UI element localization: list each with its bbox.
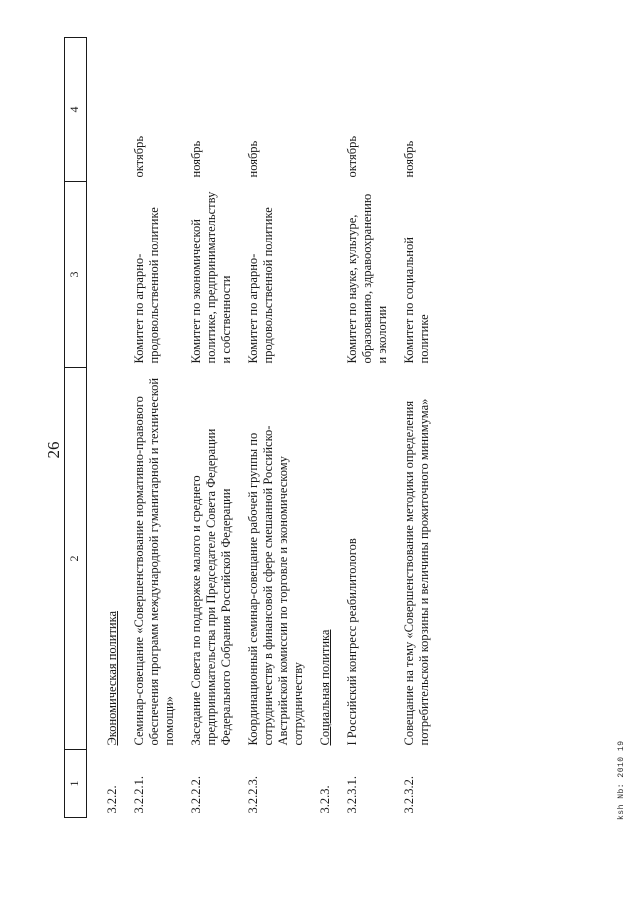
row-month: ноябрь [189,140,203,178]
table-row [87,38,133,818]
row-number: 3.2.2.1. [132,776,146,814]
column-header-committee: 3 [65,182,87,368]
table-row [132,38,189,818]
row-number: 3.2.2.3. [246,776,260,814]
row-number: 3.2.2. [105,785,119,814]
row-month: октябрь [132,135,146,178]
row-event: Семинар-совещание «Совершенствование нормативно-правового обеспечения программ международной гуманитарной и технической помощи» [132,377,176,746]
column-header-month: 4 [65,38,87,182]
footer-mark: ksh Nb: 2010 19 [617,740,626,820]
section-title: Социальная политика [318,629,332,746]
page-number: 26 [44,441,63,459]
row-committee: Комитет по экономической политике, предпринимательству и собственности [189,191,233,364]
row-month: ноябрь [402,140,416,178]
row-event: Заседание Совета по поддержке малого и среднего предпринимательства при Председателе Совета Федерации Федерального Собрания Российской Федерации [189,428,233,746]
row-number: 3.2.3. [318,785,332,814]
table-row [246,38,318,818]
column-header-event: 2 [65,368,87,750]
row-month [87,38,133,182]
row-month: октябрь [345,135,359,178]
row-number: 3.2.3.2. [402,776,416,814]
table-row [345,38,402,818]
row-committee: Комитет по науке, культуре, образованию, здравоохранению и экологии [345,193,389,364]
row-committee: Комитет по социальной политике [402,237,431,364]
row-number: 3.2.2.2. [189,776,203,814]
table-header-row [65,38,87,818]
row-committee: Комитет по аграрно-продовольственной политике [132,207,161,364]
row-committee: Комитет по аграрно-продовольственной политике [246,207,275,364]
row-committee [87,182,133,368]
row-event: Координационный семинар-совещание рабочей группы по сотрудничеству в финансовой сфере смешанной Российско-Австрийской комиссии по торговле и экономическому сотрудничеству [246,425,305,746]
row-month: ноябрь [246,140,260,178]
events-table [64,37,444,818]
row-event: I Российский конгресс реабилитологов [345,538,359,746]
section-title: Экономическая политика [105,610,119,746]
row-month [318,38,345,182]
row-committee [318,182,345,368]
table-row [402,38,444,818]
row-number: 3.2.3.1. [345,776,359,814]
row-event: Совещание на тему «Совершенствование методики определения потребительской корзины и величины прожиточного минимума» [402,398,431,746]
column-header-number: 1 [65,750,87,818]
table-row [189,38,246,818]
table-row [318,38,345,818]
